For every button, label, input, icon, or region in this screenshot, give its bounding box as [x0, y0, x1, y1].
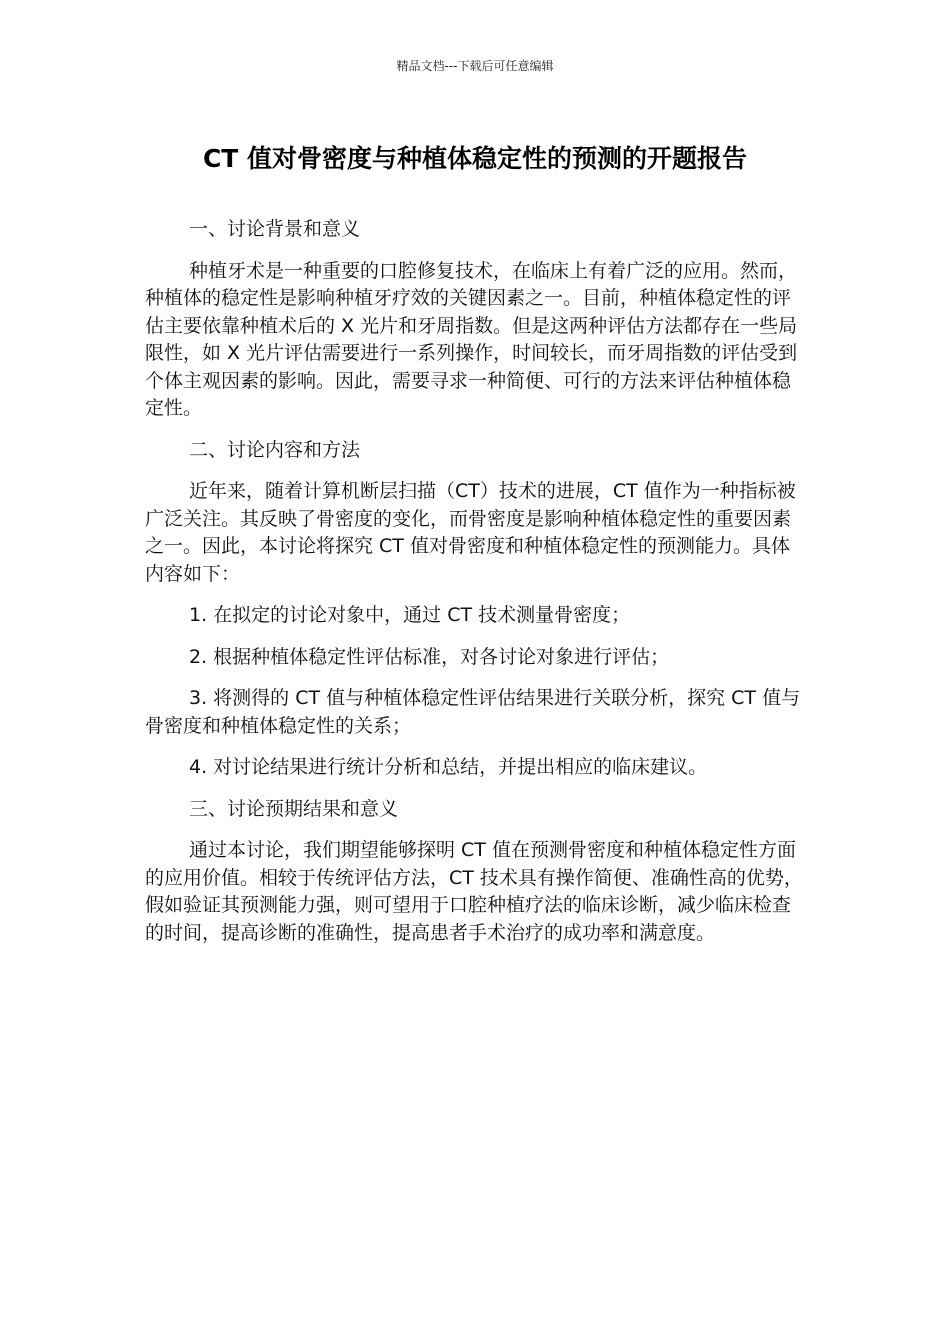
section-heading: 二、讨论内容和方法: [189, 438, 361, 461]
body-paragraph: 种植牙术是一种重要的口腔修复技术，在临床上有着广泛的应用。然而，种植体的稳定性是影响种植牙疗效的关键因素之一。目前，种植体稳定性的评估主要依靠种植术后的 X 光片和牙周指数。但是这两种评估方法都存在一些局限性，如 X 光片评估需要进行一系列操作，时间较长，而牙周指数的评估受到个体主观因素的影响。因此，需要寻求一种简便、可行的方法来评估种植体稳定性。: [145, 259, 798, 419]
section-background: [145, 216, 808, 423]
body-paragraph: 近年来，随着计算机断层扫描（CT）技术的进展，CT 值作为一种指标被广泛关注。其反映了骨密度的变化，而骨密度是影响种植体稳定性的重要因素之一。因此，本讨论将探究 CT 值对骨密度和种植体稳定性的预测能力。具体内容如下：: [145, 480, 796, 585]
section-content-methods: [145, 437, 808, 782]
section-heading: 一、讨论背景和意义: [189, 218, 361, 240]
body-paragraph: 通过本讨论，我们期望能够探明 CT 值在预测骨密度和种植体稳定性方面的应用价值。相较于传统评估方法，CT 技术具有操作简便、准确性高的优势，假如验证其预测能力强，则可望用于口腔种植疗法的临床诊断，减少临床检查的时间，提高诊断的准确性，提高患者手术治疗的成功率和满意度。: [145, 839, 803, 944]
list-item: 2. 根据种植体稳定性评估标准，对各讨论对象进行评估；: [189, 645, 670, 668]
document-body: [145, 216, 808, 961]
list-item: 4. 对讨论结果进行统计分析和总结，并提出相应的临床建议。: [189, 756, 708, 778]
document-title: CT 值对骨密度与种植体稳定性的预测的开题报告: [202, 144, 748, 173]
section-expected-results: [145, 796, 808, 948]
list-item: 3. 将测得的 CT 值与种植体稳定性评估结果进行关联分析，探究 CT 值与骨密度和种植体稳定性的关系；: [145, 687, 801, 737]
list-item: 1. 在拟定的讨论对象中，通过 CT 技术测量骨密度；: [189, 604, 631, 626]
section-heading: 三、讨论预期结果和意义: [189, 797, 399, 820]
header-note: 精品文档---下载后可任意编辑: [396, 59, 554, 73]
